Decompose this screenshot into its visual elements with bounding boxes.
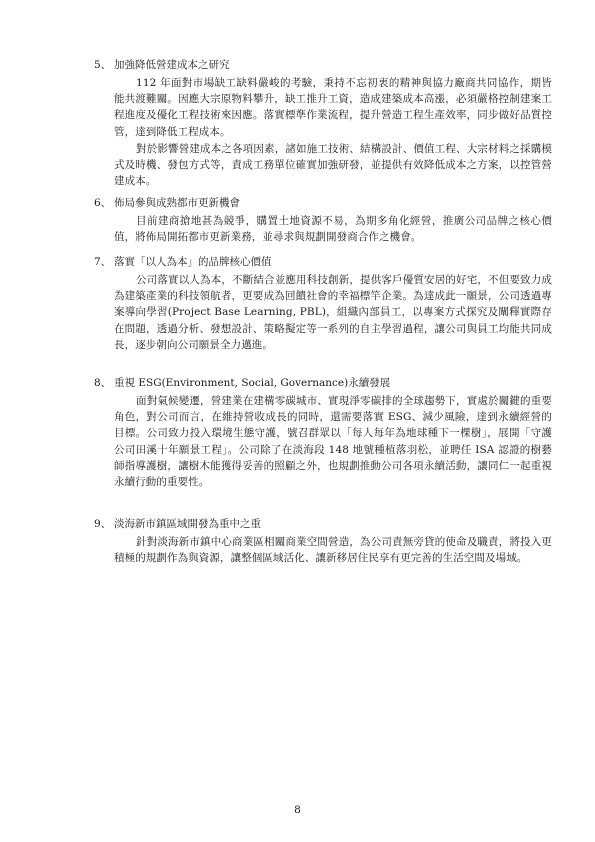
section-6 [94,195,552,245]
section-heading [94,375,552,391]
section-heading [94,57,552,73]
paragraph: 112 年面對市場缺工缺料嚴峻的考驗，秉持不忘初衷的精神與協力廠商共同協作，期皆能共渡難關。因應大宗原物料攀升，缺工推升工資，造成建築成本高漲，必須嚴格控制建案工程進度及優化工程技術來因應。落實標準作業流程，提升營造工程生產效率，同步做好品質控管，達到降低工程成本。 [114,77,552,138]
paragraph: 目前建商搶地甚為競爭，購置土地資源不易，為期多角化經營，推廣公司品牌之核心價值，將佈局開拓都市更新業務，並尋求與規劃開發商合作之機會。 [114,215,552,244]
section-number: 7、 [94,256,112,268]
section-number: 8、 [94,377,112,389]
section-number: 9、 [94,518,112,530]
section-title: 佈局參與成熟都市更新機會 [114,197,240,209]
section-title: 落實「以人為本」的品牌核心價值 [114,256,272,268]
section-number: 5、 [94,59,112,71]
section-heading [94,195,552,211]
paragraph: 針對淡海新市鎮中心商業區相關商業空間營造，為公司責無旁貸的使命及職責，將投入更積極的規劃作為與資源，讓整個區域活化、讓新移居住民享有更完善的生活空間及場域。 [114,536,552,565]
paragraph: 對於影響營建成本之各項因素，諸如施工技術、結構設計、價值工程、大宗材料之採購模式及時機、發包方式等，責成工務單位確實加強研發，並提供有效降低成本之方案，以控管營建成本。 [114,142,552,188]
section-title: 重視 ESG(Environment, Social, Governance)永續發展 [114,377,391,389]
section-heading [94,254,552,270]
section-7 [94,254,552,353]
section-5 [94,57,552,189]
section-8 [94,375,552,490]
section-title: 淡海新市鎮區域開發為重中之重 [114,518,261,530]
section-9 [94,516,552,566]
section-number: 6、 [94,197,112,209]
section-title: 加強降低營建成本之研究 [114,59,230,71]
page-number: 8 [294,804,301,816]
paragraph: 面對氣候變遷，營建業在建構零碳城市、實現淨零碳排的全球趨勢下，實處於關鍵的重要角色，對公司而言，在維持營收成長的同時，還需要落實 ESG、減少風險，達到永續經營的目標。公司致力投入環境生態守護，號召群眾以「每人每年為地球種下一棵樹」，展開「守護公司田溪十年願景工程」。公司除了在淡海段 148 地號種植落羽松，並聘任 ISA 認證的樹藝師指導護樹，讓樹木能獲得妥善的照顧之外，也規劃推動公司各項永續活動，讓同仁一起重視永續行動的重要性。 [114,395,552,489]
paragraph: 公司落實以人為本，不斷結合並應用科技創新，提供客戶優質安居的好宅，不但要致力成為建築產業的科技領航者，更要成為回饋社會的幸福標竿企業。為達成此一願景，公司透過專案導向學習(Project Base Learning, PBL)，組織內部員工，以專案方式探究及闡釋實際存在問題，透過分析、發想設計、策略擬定等一系列的自主學習過程，讓公司與員工均能共同成長，逐步朝向公司願景全力邁進。 [114,274,552,351]
section-heading [94,516,552,532]
